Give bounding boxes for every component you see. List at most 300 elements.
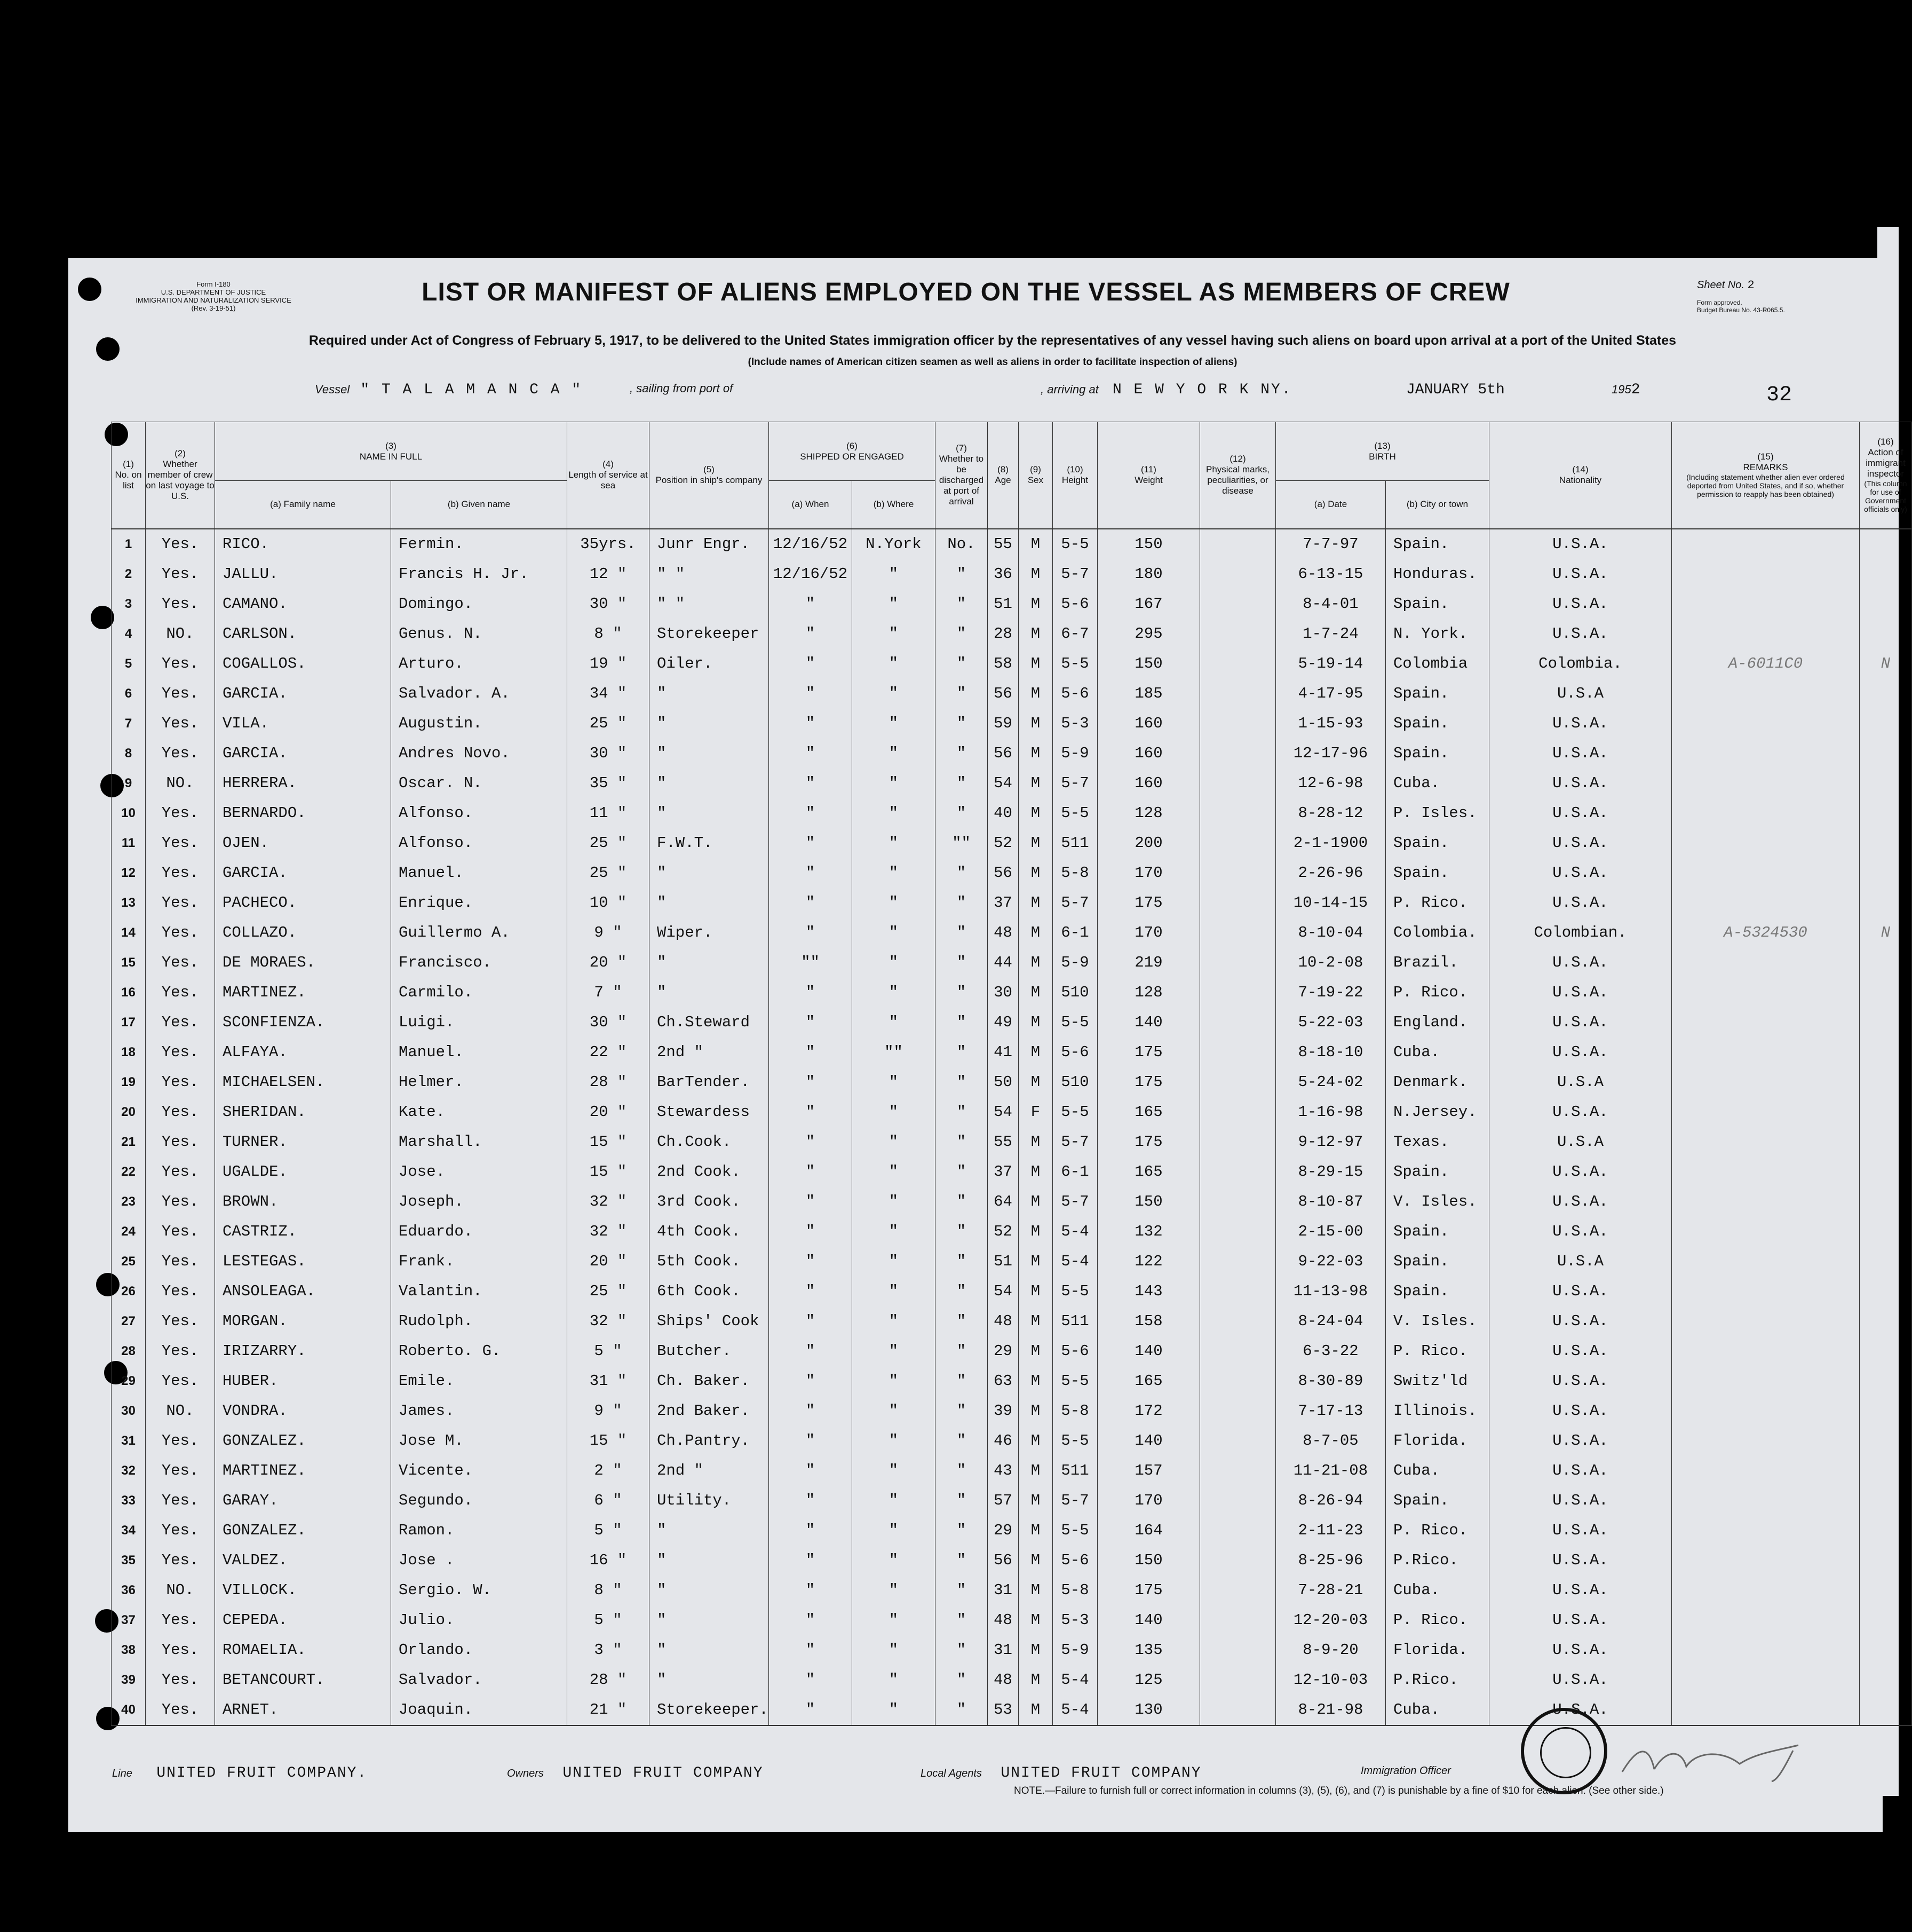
cell-disch: " bbox=[935, 1695, 988, 1725]
cell-height: 511 bbox=[1053, 1456, 1098, 1486]
sheet-value: 2 bbox=[1747, 279, 1755, 292]
cell-given: Enrique. bbox=[391, 888, 567, 918]
crew-manifest-table bbox=[111, 422, 1912, 1726]
col-name-in-full: (3) NAME IN FULL bbox=[215, 422, 567, 481]
cell-height: 5-5 bbox=[1053, 1008, 1098, 1038]
table-row bbox=[112, 619, 1912, 649]
cell-position: " " bbox=[649, 559, 769, 589]
cell-birth-date: 1-7-24 bbox=[1276, 619, 1386, 649]
cell-when: " bbox=[769, 1097, 852, 1127]
table-row bbox=[112, 918, 1912, 948]
cell-physical-marks bbox=[1200, 858, 1276, 888]
cell-age: 48 bbox=[988, 1665, 1019, 1695]
cell-position: " bbox=[649, 1665, 769, 1695]
cell-birth-date: 7-19-22 bbox=[1276, 978, 1386, 1008]
cell-where: " bbox=[852, 1486, 935, 1516]
cell-last: Yes. bbox=[146, 649, 215, 679]
cell-birth-city: P. Rico. bbox=[1386, 888, 1489, 918]
cell-where: " bbox=[852, 1097, 935, 1127]
cell-sex: M bbox=[1019, 1665, 1053, 1695]
form-line: Form I-180 bbox=[196, 280, 231, 288]
cell-service: 25 " bbox=[567, 828, 649, 858]
cell-service: 35 " bbox=[567, 769, 649, 798]
cell-no: 29 bbox=[112, 1366, 146, 1396]
cell-age: 40 bbox=[988, 798, 1019, 828]
cell-physical-marks bbox=[1200, 1097, 1276, 1127]
cell-no: 35 bbox=[112, 1546, 146, 1575]
cell-when: " bbox=[769, 619, 852, 649]
cell-nationality: U.S.A. bbox=[1489, 1516, 1672, 1546]
cell-height: 5-6 bbox=[1053, 1336, 1098, 1366]
cell-service: 6 " bbox=[567, 1486, 649, 1516]
cell-service: 25 " bbox=[567, 858, 649, 888]
cell-sex: M bbox=[1019, 1157, 1053, 1187]
cell-position: Storekeeper bbox=[649, 619, 769, 649]
approval-line: Form approved. bbox=[1697, 299, 1742, 306]
cell-physical-marks bbox=[1200, 978, 1276, 1008]
cell-action bbox=[1860, 1456, 1912, 1486]
cell-disch: No. bbox=[935, 529, 988, 559]
cell-disch: " bbox=[935, 769, 988, 798]
cell-last: Yes. bbox=[146, 1187, 215, 1217]
col-nationality: (14) Nationality bbox=[1489, 422, 1672, 529]
cell-no: 18 bbox=[112, 1038, 146, 1067]
cell-when: " bbox=[769, 1008, 852, 1038]
footer-note: NOTE.—Failure to furnish full or correct information in columns (3), (5), (6), and (7) is punishable by a fine of $10 for each alien. (See other side.) bbox=[1014, 1785, 1664, 1796]
cell-family: CEPEDA. bbox=[215, 1605, 391, 1635]
cell-where: " bbox=[852, 649, 935, 679]
cell-remarks bbox=[1672, 828, 1860, 858]
cell-sex: M bbox=[1019, 1635, 1053, 1665]
cell-physical-marks bbox=[1200, 918, 1276, 948]
cell-service: 32 " bbox=[567, 1217, 649, 1247]
cell-physical-marks bbox=[1200, 1187, 1276, 1217]
cell-when: " bbox=[769, 828, 852, 858]
cell-nationality: U.S.A. bbox=[1489, 1665, 1672, 1695]
cell-remarks bbox=[1672, 1635, 1860, 1665]
cell-nationality: U.S.A. bbox=[1489, 978, 1672, 1008]
cell-sex: M bbox=[1019, 1456, 1053, 1486]
cell-given: Roberto. G. bbox=[391, 1336, 567, 1366]
vessel-label: Vessel bbox=[315, 383, 350, 396]
cell-remarks bbox=[1672, 1336, 1860, 1366]
cell-service: 22 " bbox=[567, 1038, 649, 1067]
col-length-service: (4) Length of service at sea bbox=[567, 422, 649, 529]
cell-no: 19 bbox=[112, 1067, 146, 1097]
cell-birth-city: Florida. bbox=[1386, 1635, 1489, 1665]
cell-sex: M bbox=[1019, 1516, 1053, 1546]
cell-physical-marks bbox=[1200, 1516, 1276, 1546]
cell-weight: 150 bbox=[1098, 1546, 1200, 1575]
cell-action bbox=[1860, 888, 1912, 918]
cell-service: 9 " bbox=[567, 1396, 649, 1426]
cell-remarks bbox=[1672, 1575, 1860, 1605]
agents-label: Local Agents bbox=[921, 1768, 982, 1779]
cell-disch: " bbox=[935, 1008, 988, 1038]
cell-physical-marks bbox=[1200, 1575, 1276, 1605]
table-row bbox=[112, 1396, 1912, 1426]
cell-nationality: U.S.A. bbox=[1489, 858, 1672, 888]
cell-when: " bbox=[769, 1277, 852, 1307]
cell-last: Yes. bbox=[146, 1695, 215, 1725]
cell-age: 56 bbox=[988, 739, 1019, 769]
cell-where: " bbox=[852, 1396, 935, 1426]
cell-position: " bbox=[649, 798, 769, 828]
cell-nationality: U.S.A. bbox=[1489, 559, 1672, 589]
cell-family: GONZALEZ. bbox=[215, 1516, 391, 1546]
cell-height: 5-6 bbox=[1053, 1546, 1098, 1575]
punch-hole bbox=[78, 278, 101, 301]
cell-disch: " bbox=[935, 1605, 988, 1635]
cell-given: Ramon. bbox=[391, 1516, 567, 1546]
cell-height: 5-9 bbox=[1053, 1635, 1098, 1665]
cell-position: Ch.Cook. bbox=[649, 1127, 769, 1157]
cell-sex: M bbox=[1019, 679, 1053, 709]
cell-last: NO. bbox=[146, 619, 215, 649]
cell-remarks bbox=[1672, 1366, 1860, 1396]
col-family-name: (a) Family name bbox=[215, 481, 391, 529]
cell-birth-date: 10-14-15 bbox=[1276, 888, 1386, 918]
cell-sex: M bbox=[1019, 1336, 1053, 1366]
cell-action bbox=[1860, 559, 1912, 589]
cell-remarks bbox=[1672, 769, 1860, 798]
cell-sex: M bbox=[1019, 529, 1053, 559]
cell-physical-marks bbox=[1200, 1307, 1276, 1336]
cell-birth-city: Spain. bbox=[1386, 1277, 1489, 1307]
cell-height: 5-5 bbox=[1053, 1516, 1098, 1546]
cell-nationality: Colombia. bbox=[1489, 649, 1672, 679]
cell-family: LESTEGAS. bbox=[215, 1247, 391, 1277]
table-row bbox=[112, 978, 1912, 1008]
cell-birth-city: England. bbox=[1386, 1008, 1489, 1038]
cell-last: Yes. bbox=[146, 1516, 215, 1546]
cell-remarks bbox=[1672, 559, 1860, 589]
cell-no: 1 bbox=[112, 529, 146, 559]
cell-weight: 160 bbox=[1098, 769, 1200, 798]
cell-age: 52 bbox=[988, 828, 1019, 858]
cell-where: " bbox=[852, 589, 935, 619]
cell-position: Ch. Baker. bbox=[649, 1366, 769, 1396]
cell-remarks bbox=[1672, 1277, 1860, 1307]
cell-service: 30 " bbox=[567, 739, 649, 769]
cell-given: Domingo. bbox=[391, 589, 567, 619]
cell-physical-marks bbox=[1200, 1008, 1276, 1038]
sheet-label: Sheet No. bbox=[1697, 279, 1744, 291]
cell-birth-city: Brazil. bbox=[1386, 948, 1489, 978]
cell-position: " bbox=[649, 978, 769, 1008]
cell-when: " bbox=[769, 798, 852, 828]
cell-physical-marks bbox=[1200, 529, 1276, 559]
cell-birth-date: 11-13-98 bbox=[1276, 1277, 1386, 1307]
cell-sex: F bbox=[1019, 1097, 1053, 1127]
cell-given: Salvador. A. bbox=[391, 679, 567, 709]
table-row bbox=[112, 1336, 1912, 1366]
sheet-number bbox=[1697, 279, 1809, 292]
cell-birth-city: Cuba. bbox=[1386, 1695, 1489, 1725]
cell-service: 2 " bbox=[567, 1456, 649, 1486]
cell-last: Yes. bbox=[146, 1277, 215, 1307]
cell-service: 16 " bbox=[567, 1546, 649, 1575]
cell-age: 55 bbox=[988, 1127, 1019, 1157]
cell-height: 5-7 bbox=[1053, 1127, 1098, 1157]
cell-age: 28 bbox=[988, 619, 1019, 649]
cell-sex: M bbox=[1019, 1277, 1053, 1307]
col-action: (16) Action of immigrant inspector (This column for use of Government officials only) bbox=[1860, 422, 1912, 529]
cell-weight: 175 bbox=[1098, 1575, 1200, 1605]
cell-birth-city: Spain. bbox=[1386, 828, 1489, 858]
cell-height: 5-3 bbox=[1053, 709, 1098, 739]
cell-disch: " bbox=[935, 649, 988, 679]
cell-age: 46 bbox=[988, 1426, 1019, 1456]
cell-action bbox=[1860, 1546, 1912, 1575]
cell-sex: M bbox=[1019, 978, 1053, 1008]
cell-physical-marks bbox=[1200, 1277, 1276, 1307]
cell-family: GARCIA. bbox=[215, 739, 391, 769]
cell-sex: M bbox=[1019, 1486, 1053, 1516]
cell-disch: " bbox=[935, 978, 988, 1008]
cell-sex: M bbox=[1019, 1426, 1053, 1456]
cell-where: " bbox=[852, 1635, 935, 1665]
col-birth-city: (b) City or town bbox=[1386, 481, 1489, 529]
cell-family: GONZALEZ. bbox=[215, 1426, 391, 1456]
cell-last: Yes. bbox=[146, 798, 215, 828]
cell-action bbox=[1860, 1217, 1912, 1247]
cell-physical-marks bbox=[1200, 1366, 1276, 1396]
cell-position: Butcher. bbox=[649, 1336, 769, 1366]
cell-birth-city: P. Rico. bbox=[1386, 978, 1489, 1008]
cell-weight: 140 bbox=[1098, 1426, 1200, 1456]
cell-when: " bbox=[769, 1665, 852, 1695]
cell-weight: 160 bbox=[1098, 709, 1200, 739]
cell-no: 26 bbox=[112, 1277, 146, 1307]
cell-when: " bbox=[769, 1396, 852, 1426]
cell-nationality: U.S.A. bbox=[1489, 828, 1672, 858]
cell-birth-date: 7-17-13 bbox=[1276, 1396, 1386, 1426]
cell-service: 32 " bbox=[567, 1187, 649, 1217]
table-row bbox=[112, 1097, 1912, 1127]
cell-remarks bbox=[1672, 589, 1860, 619]
cell-physical-marks bbox=[1200, 589, 1276, 619]
cell-birth-date: 8-9-20 bbox=[1276, 1635, 1386, 1665]
cell-last: NO. bbox=[146, 769, 215, 798]
agents-field bbox=[921, 1765, 1202, 1781]
cell-where: " bbox=[852, 619, 935, 649]
cell-birth-date: 7-28-21 bbox=[1276, 1575, 1386, 1605]
cell-birth-date: 8-24-04 bbox=[1276, 1307, 1386, 1336]
cell-disch: " bbox=[935, 1665, 988, 1695]
cell-height: 5-5 bbox=[1053, 1277, 1098, 1307]
cell-height: 5-7 bbox=[1053, 1486, 1098, 1516]
cell-when: " bbox=[769, 1217, 852, 1247]
cell-birth-date: 5-19-14 bbox=[1276, 649, 1386, 679]
cell-service: 15 " bbox=[567, 1127, 649, 1157]
cell-weight: 170 bbox=[1098, 858, 1200, 888]
cell-action: N bbox=[1860, 649, 1912, 679]
cell-sex: M bbox=[1019, 649, 1053, 679]
cell-action bbox=[1860, 1277, 1912, 1307]
cell-when: "" bbox=[769, 948, 852, 978]
cell-position: 2nd Cook. bbox=[649, 1157, 769, 1187]
col-when: (a) When bbox=[769, 481, 852, 529]
arrival-year bbox=[1612, 382, 1640, 406]
cell-where: " bbox=[852, 1456, 935, 1486]
cell-service: 31 " bbox=[567, 1366, 649, 1396]
cell-last: Yes. bbox=[146, 1546, 215, 1575]
cell-sex: M bbox=[1019, 1575, 1053, 1605]
cell-no: 38 bbox=[112, 1635, 146, 1665]
cell-where: " bbox=[852, 918, 935, 948]
cell-no: 36 bbox=[112, 1575, 146, 1605]
cell-family: BETANCOURT. bbox=[215, 1665, 391, 1695]
cell-where: " bbox=[852, 828, 935, 858]
cell-birth-date: 12-6-98 bbox=[1276, 769, 1386, 798]
cell-weight: 180 bbox=[1098, 559, 1200, 589]
cell-nationality: U.S.A. bbox=[1489, 798, 1672, 828]
cell-no: 39 bbox=[112, 1665, 146, 1695]
cell-weight: 170 bbox=[1098, 918, 1200, 948]
table-row bbox=[112, 1546, 1912, 1575]
cell-when: " bbox=[769, 1516, 852, 1546]
cell-physical-marks bbox=[1200, 769, 1276, 798]
cell-disch: " bbox=[935, 1097, 988, 1127]
cell-position: Ch.Steward bbox=[649, 1008, 769, 1038]
cell-birth-city: N. York. bbox=[1386, 619, 1489, 649]
cell-age: 48 bbox=[988, 1307, 1019, 1336]
cell-birth-date: 8-28-12 bbox=[1276, 798, 1386, 828]
cell-action bbox=[1860, 1038, 1912, 1067]
table-row bbox=[112, 1277, 1912, 1307]
cell-disch: " bbox=[935, 619, 988, 649]
cell-nationality: U.S.A. bbox=[1489, 769, 1672, 798]
cell-birth-date: 9-22-03 bbox=[1276, 1247, 1386, 1277]
table-row bbox=[112, 649, 1912, 679]
cell-last: Yes. bbox=[146, 858, 215, 888]
cell-when: " bbox=[769, 918, 852, 948]
cell-nationality: U.S.A. bbox=[1489, 619, 1672, 649]
cell-height: 5-8 bbox=[1053, 858, 1098, 888]
year-suffix: 2 bbox=[1631, 382, 1640, 398]
cell-position: " bbox=[649, 888, 769, 918]
cell-family: OJEN. bbox=[215, 828, 391, 858]
cell-birth-city: Spain. bbox=[1386, 858, 1489, 888]
cell-position: 2nd " bbox=[649, 1038, 769, 1067]
cell-given: Jose M. bbox=[391, 1426, 567, 1456]
cell-where: " bbox=[852, 948, 935, 978]
cell-physical-marks bbox=[1200, 1546, 1276, 1575]
cell-age: 52 bbox=[988, 1217, 1019, 1247]
cell-weight: 157 bbox=[1098, 1456, 1200, 1486]
cell-remarks bbox=[1672, 1097, 1860, 1127]
cell-service: 15 " bbox=[567, 1157, 649, 1187]
cell-given: Arturo. bbox=[391, 649, 567, 679]
table-row bbox=[112, 1695, 1912, 1725]
cell-no: 9 bbox=[112, 769, 146, 798]
cell-nationality: U.S.A. bbox=[1489, 948, 1672, 978]
cell-family: JALLU. bbox=[215, 559, 391, 589]
cell-service: 20 " bbox=[567, 1247, 649, 1277]
cell-no: 25 bbox=[112, 1247, 146, 1277]
cell-family: HUBER. bbox=[215, 1366, 391, 1396]
arrival-field bbox=[1041, 382, 1292, 406]
cell-physical-marks bbox=[1200, 888, 1276, 918]
cell-last: Yes. bbox=[146, 1038, 215, 1067]
include-statement: (Include names of American citizen seamen as well as aliens in order to facilitate inspection of aliens) bbox=[748, 357, 1237, 368]
cell-action bbox=[1860, 769, 1912, 798]
cell-last: Yes. bbox=[146, 589, 215, 619]
cell-disch: " bbox=[935, 858, 988, 888]
cell-birth-city: Switz'ld bbox=[1386, 1366, 1489, 1396]
cell-disch: " bbox=[935, 1307, 988, 1336]
cell-family: VONDRA. bbox=[215, 1396, 391, 1426]
cell-weight: 143 bbox=[1098, 1277, 1200, 1307]
cell-where: " bbox=[852, 1187, 935, 1217]
form-approval bbox=[1697, 299, 1814, 314]
cell-sex: M bbox=[1019, 1695, 1053, 1725]
cell-age: 51 bbox=[988, 1247, 1019, 1277]
cell-when: " bbox=[769, 1127, 852, 1157]
cell-nationality: U.S.A bbox=[1489, 1127, 1672, 1157]
cell-given: Julio. bbox=[391, 1605, 567, 1635]
cell-nationality: U.S.A. bbox=[1489, 1336, 1672, 1366]
cell-weight: 132 bbox=[1098, 1217, 1200, 1247]
cell-family: CASTRIZ. bbox=[215, 1217, 391, 1247]
cell-position: 2nd Baker. bbox=[649, 1396, 769, 1426]
table-row bbox=[112, 1247, 1912, 1277]
col-weight: (11) Weight bbox=[1098, 422, 1200, 529]
cell-sex: M bbox=[1019, 1366, 1053, 1396]
cell-where: " bbox=[852, 1426, 935, 1456]
cell-action bbox=[1860, 1008, 1912, 1038]
owners-value: UNITED FRUIT COMPANY bbox=[562, 1765, 764, 1781]
cell-action bbox=[1860, 798, 1912, 828]
cell-no: 27 bbox=[112, 1307, 146, 1336]
cell-where: " bbox=[852, 1695, 935, 1725]
cell-when: " bbox=[769, 1546, 852, 1575]
cell-where: " bbox=[852, 1366, 935, 1396]
col-last-voyage: (2) Whether member of crew on last voyage to U.S. bbox=[146, 422, 215, 529]
cell-given: Valantin. bbox=[391, 1277, 567, 1307]
cell-remarks bbox=[1672, 888, 1860, 918]
cell-weight: 200 bbox=[1098, 828, 1200, 858]
cell-action bbox=[1860, 739, 1912, 769]
table-row bbox=[112, 679, 1912, 709]
cell-given: Frank. bbox=[391, 1247, 567, 1277]
table-row bbox=[112, 1008, 1912, 1038]
cell-birth-date: 6-3-22 bbox=[1276, 1336, 1386, 1366]
cell-when: " bbox=[769, 1157, 852, 1187]
cell-birth-city: Spain. bbox=[1386, 1157, 1489, 1187]
owners-field bbox=[507, 1765, 764, 1781]
cell-remarks bbox=[1672, 978, 1860, 1008]
crew-rows bbox=[112, 529, 1912, 1725]
cell-service: 30 " bbox=[567, 1008, 649, 1038]
cell-when: " bbox=[769, 709, 852, 739]
cell-remarks bbox=[1672, 1307, 1860, 1336]
cell-when: " bbox=[769, 978, 852, 1008]
cell-given: Manuel. bbox=[391, 1038, 567, 1067]
cell-birth-date: 2-26-96 bbox=[1276, 858, 1386, 888]
cell-height: 5-9 bbox=[1053, 739, 1098, 769]
cell-last: Yes. bbox=[146, 559, 215, 589]
cell-birth-date: 9-12-97 bbox=[1276, 1127, 1386, 1157]
cell-weight: 122 bbox=[1098, 1247, 1200, 1277]
cell-height: 510 bbox=[1053, 1067, 1098, 1097]
cell-disch: " bbox=[935, 589, 988, 619]
cell-given: Genus. N. bbox=[391, 619, 567, 649]
cell-family: ANSOLEAGA. bbox=[215, 1277, 391, 1307]
cell-weight: 185 bbox=[1098, 679, 1200, 709]
cell-birth-city: Cuba. bbox=[1386, 1456, 1489, 1486]
